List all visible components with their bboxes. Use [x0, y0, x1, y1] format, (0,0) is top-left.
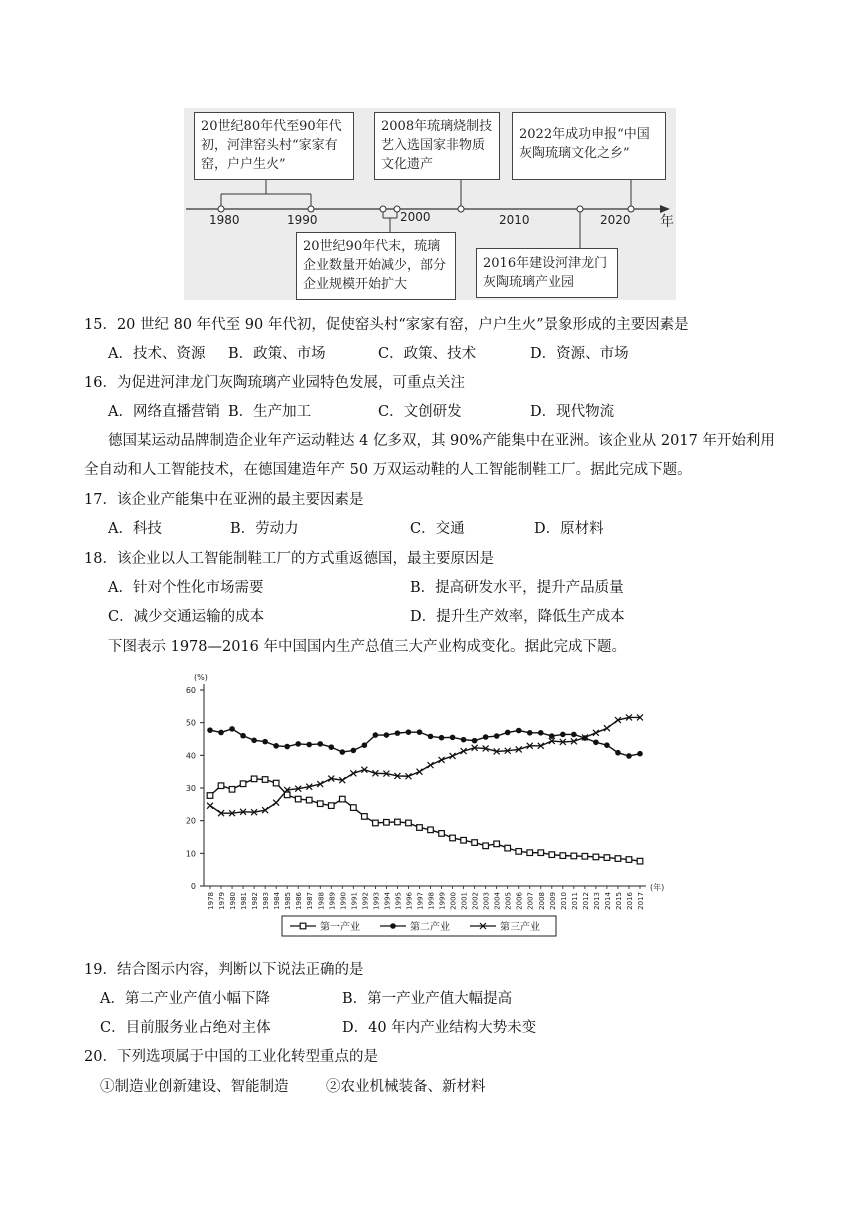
x-tick-label: 2001	[460, 892, 469, 910]
x-tick-label: 1997	[416, 892, 425, 910]
y-tick-label: 20	[185, 816, 196, 826]
x-tick-label: 1993	[372, 892, 381, 910]
series-1-point	[483, 843, 489, 849]
question-15-option-d: D．资源、市场	[530, 346, 629, 362]
question-17-stem: 17．该企业产能集中在亚洲的最主要因素是	[84, 492, 364, 508]
series-2-point	[373, 732, 379, 738]
timeline-year-1980: 1980	[209, 213, 240, 227]
series-1-point	[604, 855, 610, 861]
intro-paragraph-1-line-1: 德国某运动品牌制造企业年产运动鞋达 4 亿多双，其 90%产能集中在亚洲。该企业从 2017 年开始利用	[108, 433, 775, 449]
series-3-point	[439, 757, 445, 763]
intro-paragraph-2: 下图表示 1978—2016 年中国国内生产总值三大产业构成变化。据此完成下题。	[108, 639, 627, 655]
x-tick-label: 2010	[559, 892, 568, 910]
series-1-point	[428, 827, 434, 833]
timeline-event-2016: 2016年建设河津龙门灰陶琉璃产业园	[476, 248, 618, 298]
x-tick-label: 2009	[548, 892, 557, 910]
question-17-option-b: B．劳动力	[230, 521, 299, 537]
series-1-point	[461, 837, 467, 843]
series-1-point	[615, 856, 621, 862]
gdp-structure-chart	[170, 664, 670, 954]
question-20-option-1: ①制造业创新建设、智能制造	[100, 1079, 289, 1095]
series-1-point	[406, 820, 412, 826]
series-2-point	[472, 738, 478, 744]
series-2-point	[229, 726, 235, 732]
question-20-stem: 20．下列选项属于中国的工业化转型重点的是	[84, 1049, 378, 1065]
series-2-point	[295, 741, 301, 747]
y-tick-label: 0	[190, 882, 196, 891]
series-2-point	[461, 737, 467, 743]
x-tick-label: 1987	[306, 892, 315, 910]
series-1-point	[505, 845, 511, 851]
question-20-option-2: ②农业机械装备、新材料	[326, 1079, 486, 1095]
series-3-point	[593, 730, 599, 736]
question-16-option-b: B．生产加工	[228, 404, 312, 420]
series-1-point	[582, 853, 588, 859]
legend-marker-2	[390, 923, 396, 929]
legend-label-3: 第三产业	[500, 922, 540, 933]
series-2-point	[516, 728, 522, 734]
series-1-point	[571, 853, 577, 859]
question-19-option-c: C．目前服务业占绝对主体	[100, 1020, 271, 1036]
series-2-point	[240, 733, 246, 739]
timeline-year-2000: 2000	[400, 210, 431, 224]
question-18-option-d: D．提升生产效率，降低生产成本	[410, 609, 625, 625]
series-1-point	[417, 825, 423, 831]
y-tick-label: 10	[185, 849, 196, 859]
series-2-point	[560, 732, 566, 738]
legend-label-1: 第一产业	[320, 922, 360, 933]
x-tick-label: 2011	[570, 892, 579, 910]
series-2-point	[428, 734, 434, 740]
series-1-point	[240, 781, 246, 787]
series-2-point	[604, 742, 610, 748]
series-line-1	[210, 779, 640, 861]
series-2-point	[362, 742, 368, 748]
series-1-point	[351, 805, 357, 811]
series-1-point	[295, 796, 301, 802]
question-19-stem: 19．结合图示内容，判断以下说法正确的是	[84, 962, 364, 978]
series-3-point	[450, 753, 456, 759]
series-1-point	[340, 796, 346, 802]
x-tick-label: 2015	[614, 892, 623, 910]
series-1-point	[207, 793, 213, 799]
x-tick-label: 2014	[603, 892, 612, 910]
series-1-point	[549, 852, 555, 858]
series-1-point	[218, 783, 224, 789]
x-tick-label: 1984	[273, 892, 282, 910]
x-tick-label: 1978	[207, 892, 215, 910]
series-2-point	[340, 749, 346, 755]
series-2-point	[207, 727, 213, 733]
x-tick-label: 1990	[339, 892, 348, 910]
series-2-point	[483, 734, 489, 740]
question-19-option-a: A．第二产业产值小幅下降	[100, 991, 270, 1007]
series-2-point	[527, 730, 533, 736]
question-18-stem: 18．该企业以人工智能制鞋工厂的方式重返德国，最主要原因是	[84, 551, 494, 567]
series-2-point	[450, 735, 456, 741]
x-tick-label: 2005	[504, 892, 513, 910]
question-15-option-a: A．技术、资源	[108, 346, 206, 362]
series-2-point	[538, 730, 544, 736]
series-1-point	[593, 854, 599, 860]
series-1-point	[516, 849, 522, 855]
series-2-point	[549, 733, 555, 739]
question-18-option-b: B．提高研发水平，提升产品质量	[410, 580, 624, 596]
x-tick-label: 1994	[383, 892, 392, 910]
series-1-point	[560, 853, 566, 859]
legend-marker-1	[300, 923, 306, 929]
x-tick-label: 2017	[637, 892, 645, 910]
x-tick-label: 2007	[526, 892, 535, 910]
series-1-point	[262, 777, 268, 783]
series-2-point	[439, 735, 445, 741]
x-tick-label: 1980	[229, 892, 238, 910]
question-16-option-c: C．文创研发	[378, 404, 462, 420]
timeline-year-2020: 2020	[600, 213, 631, 227]
series-2-point	[494, 733, 500, 739]
x-tick-label: 1991	[350, 892, 359, 910]
series-2-point	[251, 738, 257, 744]
series-3-point	[428, 762, 434, 768]
x-tick-label: 2008	[537, 892, 546, 910]
series-1-point	[362, 814, 368, 820]
timeline-year-2010: 2010	[499, 213, 530, 227]
series-2-point	[637, 751, 643, 757]
series-2-point	[306, 742, 312, 748]
x-tick-label: 2000	[449, 892, 458, 910]
series-1-point	[395, 819, 401, 825]
x-tick-label: 1988	[317, 892, 326, 910]
series-2-point	[593, 739, 599, 745]
series-2-point	[417, 729, 423, 735]
series-2-point	[262, 739, 268, 745]
series-1-point	[637, 858, 643, 864]
question-15-stem: 15．20 世纪 80 年代至 90 年代初，促使窑头村“家家有窑，户户生火”景象形成的主要因素是	[84, 317, 689, 333]
x-tick-label: 2003	[482, 892, 491, 910]
x-tick-label: 2006	[515, 892, 524, 910]
series-2-point	[571, 732, 577, 738]
series-2-point	[505, 730, 511, 736]
y-tick-label: 30	[185, 784, 196, 793]
x-tick-label: 1982	[251, 892, 260, 910]
x-tick-label: 1981	[240, 892, 249, 910]
y-tick-label: 60	[185, 686, 196, 695]
intro-paragraph-1-line-2: 全自动和人工智能技术，在德国建造年产 50 万双运动鞋的人工智能制鞋工厂。据此完成下题。	[84, 462, 692, 478]
timeline-axis-unit: 年	[660, 214, 674, 230]
x-tick-label: 1985	[284, 892, 293, 910]
x-tick-label: 2016	[625, 892, 634, 910]
y-axis-label: (%)	[194, 673, 208, 682]
question-15-option-b: B．政策、市场	[228, 346, 326, 362]
series-2-point	[395, 730, 401, 736]
question-16-stem: 16．为促进河津龙门灰陶琉璃产业园特色发展，可重点关注	[84, 375, 465, 391]
series-2-point	[218, 730, 224, 736]
x-tick-label: 1996	[405, 892, 414, 910]
question-16-option-d: D．现代物流	[530, 404, 615, 420]
x-tick-label: 1983	[262, 892, 271, 910]
series-1-point	[538, 850, 544, 856]
x-tick-label: 1992	[361, 892, 370, 910]
series-2-point	[626, 753, 632, 759]
series-1-point	[439, 831, 445, 837]
x-tick-label: 2002	[471, 892, 480, 910]
series-1-point	[450, 835, 456, 841]
series-1-point	[373, 820, 379, 826]
series-2-point	[273, 743, 279, 749]
series-2-point	[351, 748, 357, 754]
series-3-point	[604, 725, 610, 731]
x-tick-label: 1995	[394, 892, 403, 910]
timeline-figure	[184, 108, 676, 300]
series-1-point	[527, 850, 533, 856]
series-2-point	[284, 744, 290, 750]
series-3-point	[273, 800, 279, 806]
series-1-point	[626, 857, 632, 863]
series-3-point	[207, 803, 213, 809]
series-line-3	[210, 717, 640, 813]
y-tick-label: 40	[185, 751, 196, 761]
series-1-point	[472, 840, 478, 846]
series-1-point	[229, 787, 235, 793]
question-19-option-d: D．40 年内产业结构大势未变	[342, 1020, 537, 1036]
timeline-event-1980s: 20世纪80年代至90年代初，河津窑头村“家家有窑，户户生火”	[194, 112, 354, 180]
y-tick-label: 50	[185, 718, 196, 728]
x-tick-label: 2013	[592, 892, 601, 910]
x-tick-label: 1989	[328, 892, 337, 910]
x-tick-label: 1998	[427, 892, 436, 910]
timeline-event-2022: 2022年成功申报“中国灰陶琉璃文化之乡”	[512, 112, 666, 180]
x-tick-label: 2004	[493, 892, 502, 910]
x-tick-label: 1979	[218, 892, 227, 910]
series-1-point	[384, 820, 390, 826]
series-2-point	[615, 750, 621, 756]
x-tick-label: 2012	[581, 892, 590, 910]
legend-label-2: 第二产业	[410, 922, 450, 933]
question-15-option-c: C．政策、技术	[378, 346, 477, 362]
series-2-point	[406, 729, 412, 735]
series-1-point	[317, 801, 323, 807]
series-1-point	[494, 841, 500, 847]
timeline-event-2008: 2008年琉璃烧制技艺入选国家非物质文化遗产	[374, 112, 500, 180]
question-17-option-a: A．科技	[108, 521, 162, 537]
x-tick-label: 1999	[438, 892, 447, 910]
series-1-point	[328, 803, 334, 809]
series-1-point	[251, 776, 257, 782]
series-3-point	[416, 769, 422, 775]
series-1-point	[273, 780, 279, 786]
question-18-option-c: C．减少交通运输的成本	[108, 609, 265, 625]
x-axis-label: (年)	[650, 883, 665, 892]
question-19-option-b: B．第一产业产值大幅提高	[342, 991, 513, 1007]
series-2-point	[384, 732, 390, 738]
timeline-event-1990s-end: 20世纪90年代末，琉璃企业数量开始减少，部分企业规模开始扩大	[296, 232, 456, 300]
question-17-option-d: D．原材料	[534, 521, 604, 537]
x-tick-label: 1986	[295, 892, 304, 910]
series-2-point	[328, 744, 334, 750]
question-17-option-c: C．交通	[410, 521, 465, 537]
series-2-point	[317, 741, 323, 747]
series-1-point	[306, 797, 312, 803]
question-16-option-a: A．网络直播营销	[108, 404, 220, 420]
question-18-option-a: A．针对个性化市场需要	[108, 580, 264, 596]
timeline-year-1990: 1990	[287, 213, 318, 227]
